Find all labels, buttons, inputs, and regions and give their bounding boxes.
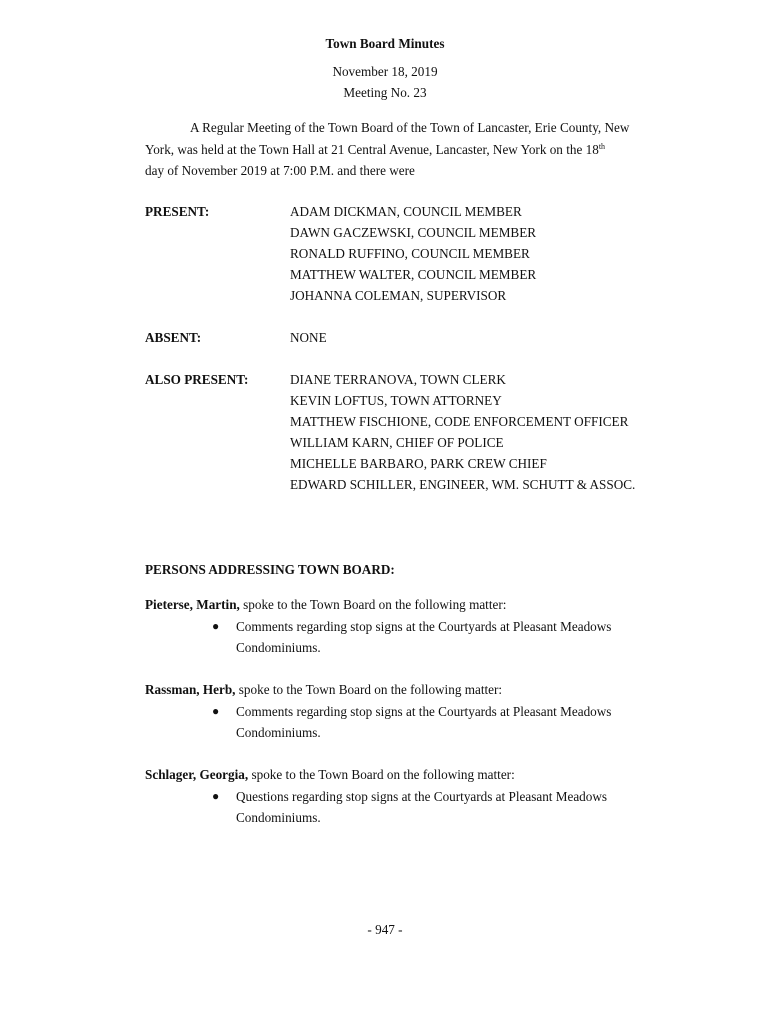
present-name: JOHANNA COLEMAN, SUPERVISOR	[290, 288, 507, 303]
present-name: DAWN GACZEWSKI, COUNCIL MEMBER	[290, 225, 537, 240]
intro-line-1: A Regular Meeting of the Town Board of the Town of Lancaster, Erie County, New	[190, 120, 630, 135]
bullet-text-continued: Condominiums.	[236, 725, 321, 740]
persons-heading: PERSONS ADDRESSING TOWN BOARD:	[145, 562, 395, 577]
bullet-text-continued: Condominiums.	[236, 810, 321, 825]
bullet-text: Comments regarding stop signs at the Courtyards at Pleasant Meadows	[236, 619, 612, 634]
bullet-icon: ●	[212, 619, 220, 633]
present-label: PRESENT:	[145, 204, 210, 219]
present-name: ADAM DICKMAN, COUNCIL MEMBER	[290, 204, 522, 219]
speaker-entry	[145, 597, 506, 613]
bullet-text-continued: Condominiums.	[236, 640, 321, 655]
bullet-text: Questions regarding stop signs at the Courtyards at Pleasant Meadows	[236, 789, 608, 804]
speaker-name: Schlager, Georgia,	[145, 767, 249, 782]
also-present-name: MICHELLE BARBARO, PARK CREW CHIEF	[290, 456, 547, 471]
also-present-label: ALSO PRESENT:	[145, 372, 249, 387]
bullet-icon: ●	[212, 789, 220, 803]
bullet-text: Comments regarding stop signs at the Courtyards at Pleasant Meadows	[236, 704, 612, 719]
speaker-name: Rassman, Herb,	[145, 682, 236, 697]
speaker-entry	[145, 682, 502, 698]
meeting-number: Meeting No. 23	[343, 85, 427, 100]
present-name: MATTHEW WALTER, COUNCIL MEMBER	[290, 267, 537, 282]
also-present-name: MATTHEW FISCHIONE, CODE ENFORCEMENT OFFICER	[290, 414, 629, 429]
speaker-name: Pieterse, Martin,	[145, 597, 240, 612]
intro-line-2	[145, 142, 605, 158]
also-present-name: KEVIN LOFTUS, TOWN ATTORNEY	[290, 393, 502, 408]
also-present-name: EDWARD SCHILLER, ENGINEER, WM. SCHUTT & ASSOC.	[290, 477, 636, 492]
intro-line-2-text: York, was held at the Town Hall at 21 Central Avenue, Lancaster, New York on the 18	[145, 142, 599, 157]
also-present-name: WILLIAM KARN, CHIEF OF POLICE	[290, 435, 504, 450]
speaker-text: spoke to the Town Board on the following matter:	[248, 767, 515, 782]
intro-line-3: day of November 2019 at 7:00 P.M. and there were	[145, 163, 415, 178]
meeting-date: November 18, 2019	[332, 64, 438, 79]
absent-label: ABSENT:	[145, 330, 202, 345]
speaker-text: spoke to the Town Board on the following matter:	[235, 682, 503, 697]
speaker-text: spoke to the Town Board on the following matter:	[239, 597, 507, 612]
also-present-name: DIANE TERRANOVA, TOWN CLERK	[290, 372, 506, 387]
document-title: Town Board Minutes	[325, 36, 445, 51]
page-number: - 947 -	[367, 922, 403, 937]
present-name: RONALD RUFFINO, COUNCIL MEMBER	[290, 246, 530, 261]
intro-ordinal-suffix: th	[598, 142, 606, 151]
absent-name: NONE	[290, 330, 327, 345]
speaker-entry	[145, 767, 515, 783]
bullet-icon: ●	[212, 704, 220, 718]
